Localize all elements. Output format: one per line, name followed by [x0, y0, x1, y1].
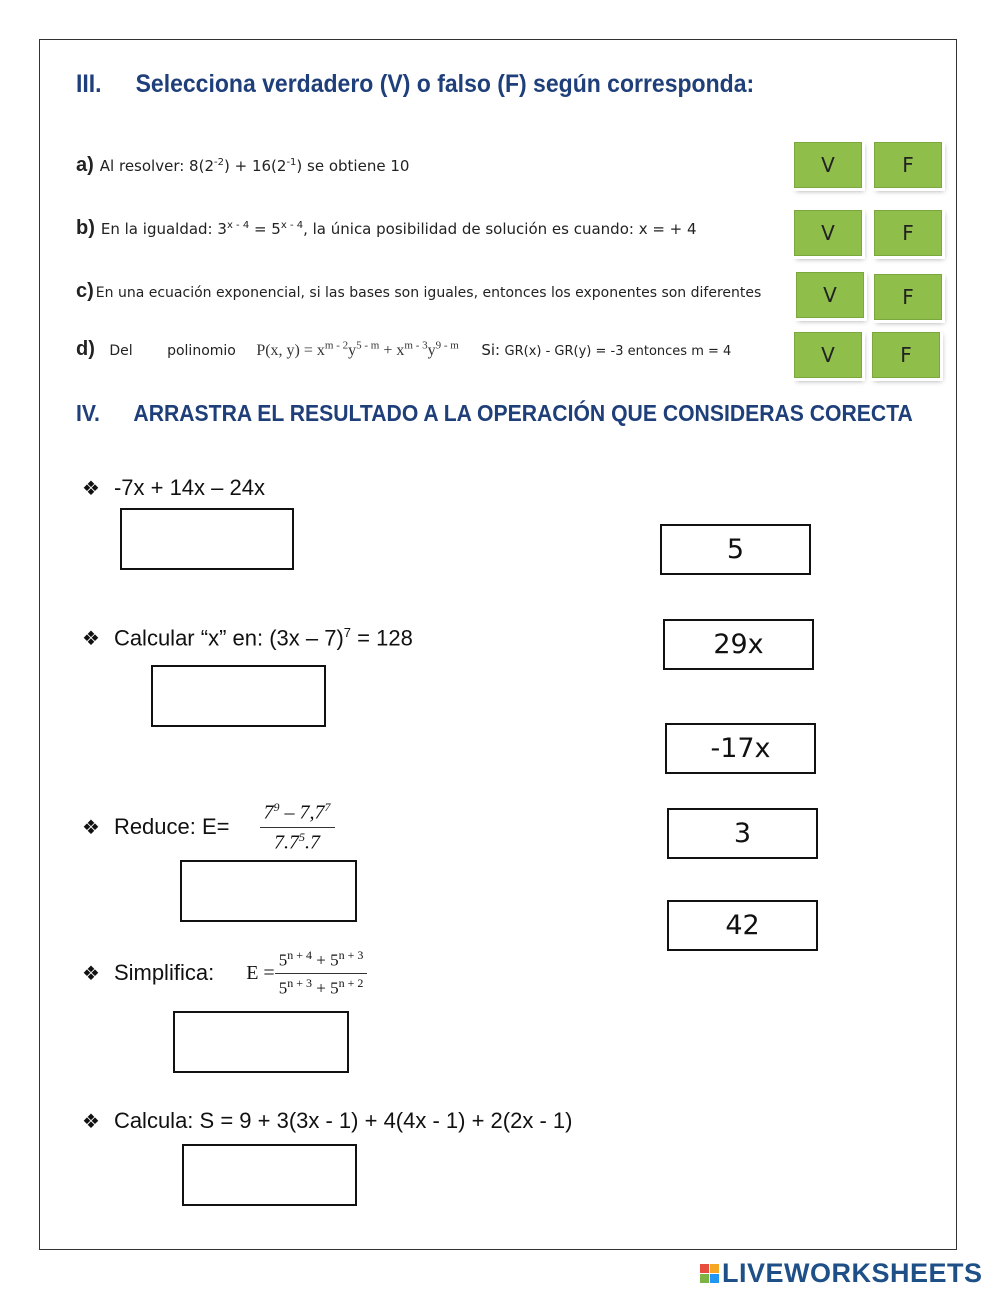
question-letter: a)	[76, 154, 94, 176]
operation-text: -7x + 14x – 24x	[113, 475, 265, 500]
bullet-icon: ❖	[82, 1110, 100, 1133]
answer-tile-42[interactable]: 42	[667, 900, 818, 951]
logo-square	[700, 1264, 709, 1273]
section-4-heading: ARRASTRA EL RESULTADO A LA OPERACIÓN QUE CONSIDERAS CORECTA	[133, 400, 913, 426]
answer-tile-3[interactable]: 3	[667, 808, 818, 859]
liveworksheets-logo	[700, 1258, 983, 1289]
operation-text: Calcula: S = 9 + 3(3x - 1) + 4(4x - 1) + 2(2x - 1)	[113, 1108, 573, 1133]
operation-text: Calcular “x” en: (3x – 7)$^7$ = 128	[113, 625, 413, 651]
logo-square	[710, 1264, 719, 1273]
false-button-a[interactable]: F	[874, 142, 942, 188]
operation-5	[82, 1108, 572, 1134]
true-button-d[interactable]: V	[794, 332, 862, 378]
polynomial-expression: P(x, $y) = x^{m - 2}y^{5 - m} + x^{m - 3}y^{9 - m}$	[256, 339, 459, 359]
question-letter: c)	[76, 280, 94, 302]
true-button-a[interactable]: V	[794, 142, 862, 188]
operation-1	[82, 475, 265, 501]
section-3-number: III.	[76, 70, 102, 98]
drop-target-3[interactable]	[180, 860, 357, 922]
logo-square	[710, 1274, 719, 1283]
answer-tile-minus-17x[interactable]: -17x	[665, 723, 816, 774]
false-button-b[interactable]: F	[874, 210, 942, 256]
question-letter: b)	[76, 217, 95, 239]
section-4-number: IV.	[76, 400, 100, 426]
operation-4: ❖ Simplifica: E = $\frac{5^{n + 4} + 5^{n + 3}}{5^{n + 3} + 5^{n + 2}}$	[82, 948, 367, 998]
logo-mark-icon	[700, 1264, 719, 1283]
bullet-icon: ❖	[82, 816, 100, 839]
answer-tile-29x[interactable]: 29x	[663, 619, 814, 670]
section-3-title	[76, 70, 754, 99]
bullet-icon: ❖	[82, 627, 100, 650]
section-4-title	[76, 400, 913, 427]
answer-tile-5[interactable]: 5	[660, 524, 811, 575]
true-button-b[interactable]: V	[794, 210, 862, 256]
section-3-heading: Selecciona verdadero (V) o falso (F) según corresponda:	[135, 70, 755, 98]
question-a: a) Al resolver: $8(2^{-2}) + 16(2^{-1})$ se obtiene 10	[76, 154, 410, 176]
logo-square	[700, 1274, 709, 1283]
fraction-expression: $\frac{5^{n + 4} + 5^{n + 3}}{5^{n + 3} + 5^{n + 2}}$	[275, 948, 368, 998]
false-button-d[interactable]: F	[872, 332, 940, 378]
question-c: c) En una ecuación exponencial, si las bases son iguales, entonces los exponentes son diferentes	[76, 280, 762, 302]
operation-3	[82, 800, 335, 854]
bullet-icon: ❖	[82, 477, 100, 500]
drop-target-4[interactable]	[173, 1011, 349, 1073]
question-b: b) En la igualdad: $3^{x - 4} = 5^{x - 4}$, la única posibilidad de solución es cuando: x = + 4	[76, 217, 697, 239]
fraction-expression: $\frac{7^9 - 7,7^7}{7.7^5.7}$	[260, 800, 335, 854]
operation-text: Reduce: E=	[113, 814, 230, 840]
false-button-c[interactable]: F	[874, 274, 942, 320]
logo-text: LIVEWORKSHEETS	[722, 1258, 983, 1288]
drop-target-5[interactable]	[182, 1144, 357, 1206]
drop-target-2[interactable]	[151, 665, 326, 727]
true-button-c[interactable]: V	[796, 272, 864, 318]
bullet-icon: ❖	[82, 962, 100, 985]
drop-target-1[interactable]	[120, 508, 294, 570]
question-d: d) Del polinomio P(x, $y) = x^{m - 2}y^{5 - m} + x^{m - 3}y^{9 - m}$ Si: GR(x) - GR(y) = -3 entonces m = 4	[76, 338, 732, 360]
operation-2	[82, 625, 413, 651]
operation-text: Simplifica:	[113, 960, 215, 986]
question-letter: d)	[76, 338, 95, 360]
